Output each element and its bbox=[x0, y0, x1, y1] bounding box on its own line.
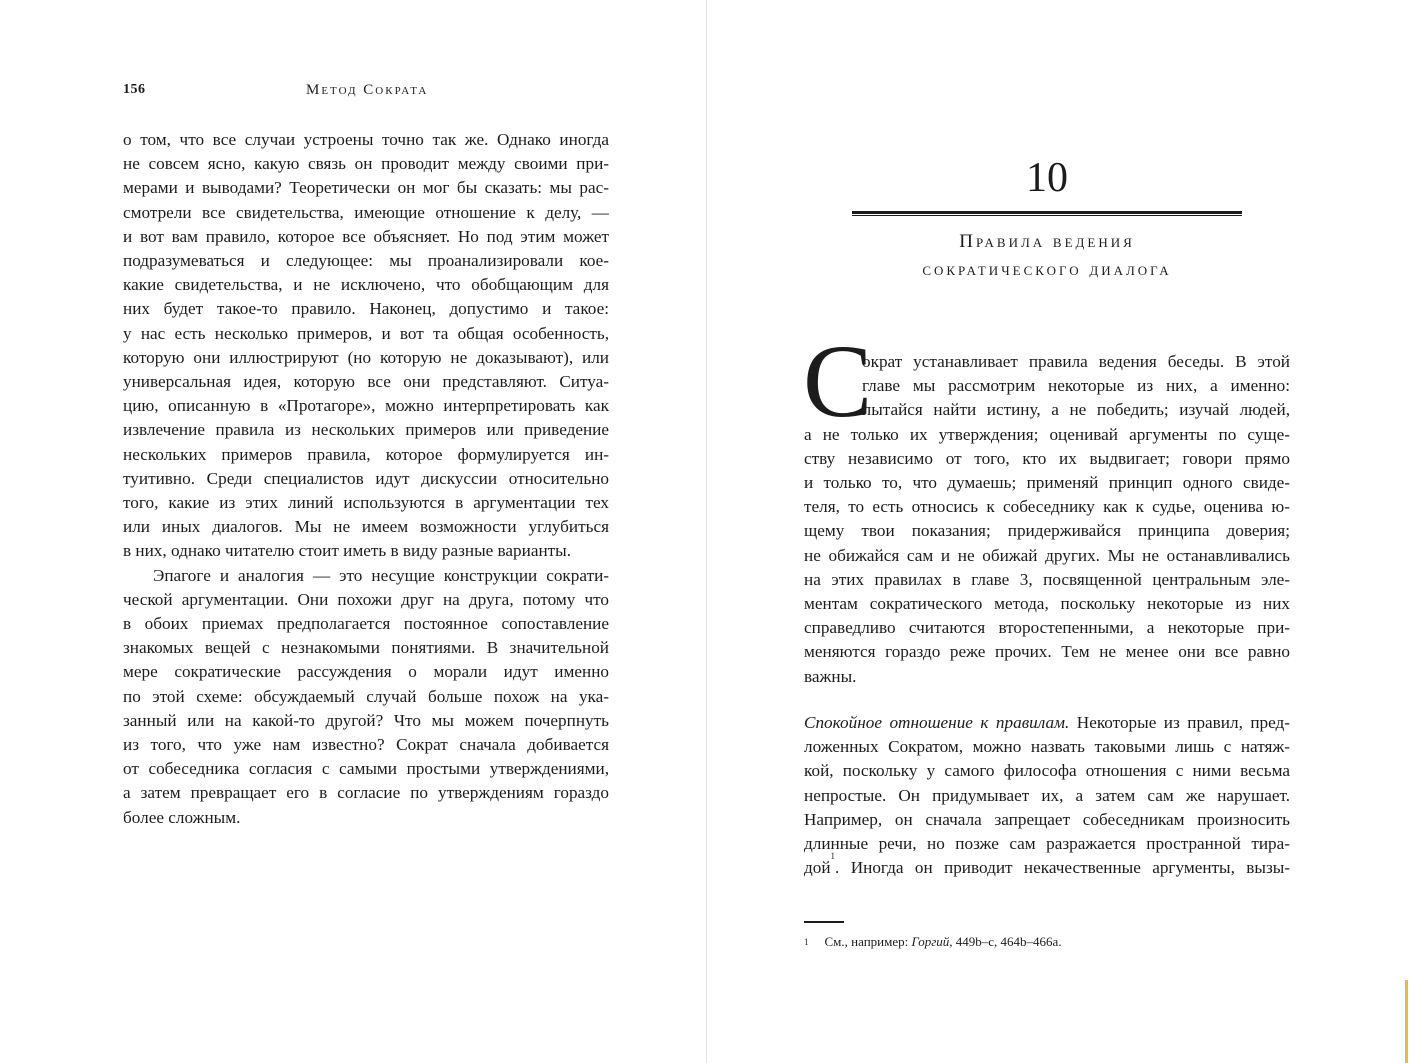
text-line: о том, что все случаи устроены точно так же. Однако иногда bbox=[123, 130, 609, 149]
text-line: универсальная идея, которую все они представляют. Ситуа- bbox=[123, 372, 609, 392]
chapter-title bbox=[852, 228, 1242, 284]
text-line: извлечение правила из нескольких примеров или приведение bbox=[123, 420, 609, 440]
drop-cap: С bbox=[803, 324, 873, 439]
text-fragment: Некоторые из правил, пред- bbox=[1069, 713, 1290, 732]
text-line: занный или на какой-то другой? Что мы можем почерпнуть bbox=[123, 710, 609, 730]
text-line: пытайся найти истину, а не победить; изучай людей, bbox=[862, 400, 1290, 420]
footnote-reference[interactable]: 1 bbox=[830, 851, 836, 862]
text-line: какие свидетельства, и не исключено, что обобщающим для bbox=[123, 275, 609, 295]
running-title: Метод Сократа bbox=[306, 82, 429, 98]
right-body-text-2 bbox=[804, 711, 1290, 880]
text-line: важны. bbox=[804, 666, 857, 686]
text-fragment: . Иногда он приводит некачественные аргументы, вызы- bbox=[835, 858, 1290, 878]
footnote bbox=[804, 933, 1290, 951]
text-line: них будет такое-то правило. Наконец, допустимо и такое: bbox=[123, 299, 609, 319]
text-line: щему твои показания; придерживайся принципа доверия; bbox=[804, 521, 1290, 541]
text-line: не совсем ясно, какую связь он проводит между своими при- bbox=[123, 154, 609, 174]
text-line: Например, он сначала запрещает собеседникам произносить bbox=[804, 809, 1290, 829]
text-line: ложенных Сократом, можно назвать таковыми лишь с натяж- bbox=[804, 737, 1290, 757]
text-line: подразумеваться и следующее: мы проанализировали кое- bbox=[123, 251, 609, 271]
right-page bbox=[707, 0, 1410, 1063]
footnote-text: , 449b–c, 464b–466a. bbox=[949, 934, 1062, 949]
footnote-rule bbox=[804, 921, 844, 923]
chapter-number: 10 bbox=[1026, 155, 1068, 201]
left-body-text bbox=[123, 128, 609, 830]
text-line: ству независимо от того, кто их выдвигает; говори прямо bbox=[804, 448, 1290, 468]
chapter-title-line: Правила ведения bbox=[959, 231, 1135, 252]
text-line: и вот вам правило, которое все объясняет. Но под этим может bbox=[123, 226, 609, 246]
text-line: нескольких примеров правила, которое формулируется ин- bbox=[123, 444, 609, 464]
text-line: туитивно. Среди специалистов идут дискуссии относительно bbox=[123, 468, 609, 488]
text-line: в обоих приемах предполагается постоянное сопоставление bbox=[123, 614, 609, 634]
section-lead-in: Спокойное отношение к правилам. bbox=[804, 713, 1070, 732]
chapter-rule bbox=[852, 211, 1242, 216]
text-line: кой, поскольку у самого философа отношения с ними весьма bbox=[804, 761, 1290, 781]
text-line bbox=[804, 851, 1290, 880]
text-line: ократ устанавливает правила ведения беседы. В этой bbox=[862, 352, 1290, 371]
text-line: мере сократические рассуждения о морали идут именно bbox=[123, 662, 609, 682]
footnote-source-title: Горгий bbox=[911, 934, 950, 949]
running-head bbox=[123, 82, 609, 102]
text-line: которую они иллюстрируют (но которую не доказывают), или bbox=[123, 347, 609, 367]
footnote-mark: 1 bbox=[804, 937, 809, 947]
text-line: у нас есть несколько примеров, и вот та общая особенность, bbox=[123, 323, 609, 343]
text-line: того, какие из этих линий используются в аргументации тех bbox=[123, 493, 609, 513]
chapter-title-line: сократического диалога bbox=[922, 259, 1172, 280]
text-line: справедливо считаются второстепенными, а некоторые при- bbox=[804, 618, 1290, 638]
text-line: непростые. Он придумывает их, а затем сам же нарушает. bbox=[804, 785, 1290, 805]
text-line: знакомых вещей с незнакомыми понятиями. В значительной bbox=[123, 638, 609, 658]
page-number: 156 bbox=[123, 82, 146, 97]
text-line: а затем превращает его в согласие по утверждениям гораздо bbox=[123, 783, 609, 803]
text-line: более сложным. bbox=[123, 807, 241, 827]
text-line: меняются гораздо реже прочих. Тем не менее они все равно bbox=[804, 642, 1290, 662]
text-line: или иных диалогов. Мы не имеем возможности углубиться bbox=[123, 517, 609, 537]
text-line: и только то, что думаешь; применяй принцип одного свиде- bbox=[804, 473, 1290, 493]
text-line: Эпагоге и аналогия — это несущие конструкции сократи- bbox=[153, 565, 609, 585]
right-body-text bbox=[804, 350, 1290, 689]
text-line: ческой аргументации. Они похожи друг на друга, потому что bbox=[123, 589, 609, 609]
text-line: длинные речи, но позже сам разражается пространной тира- bbox=[804, 834, 1290, 854]
text-line: на этих правилах в главе 3, посвященной центральным эле- bbox=[804, 569, 1290, 589]
text-line: а не только их утверждения; оценивай аргументы по суще- bbox=[804, 424, 1290, 444]
text-line: мерами и выводами? Теоретически он мог бы сказать: мы рас- bbox=[123, 178, 609, 198]
text-line: в них, однако читателю стоит иметь в виду разные варианты. bbox=[123, 541, 572, 561]
text-line: смотрели все свидетельства, имеющие отношение к делу, — bbox=[123, 202, 609, 222]
text-line: не обижайся сам и не обижай других. Мы не останавливались bbox=[804, 545, 1290, 565]
footnote-text: См., например: bbox=[824, 934, 912, 949]
text-line: из того, что уже нам известно? Сократ сначала добивается bbox=[123, 735, 609, 755]
text-fragment: дой bbox=[804, 858, 831, 878]
text-line: по этой схеме: обсуждаемый случай больше похож на ука- bbox=[123, 686, 609, 706]
text-line: главе мы рассмотрим некоторые из них, а именно: bbox=[862, 376, 1290, 396]
text-line: ментам сократического метода, поскольку некоторые из них bbox=[804, 594, 1290, 614]
text-line: от собеседника согласия с самыми простыми утверждениями, bbox=[123, 759, 609, 779]
text-line bbox=[804, 711, 1290, 735]
text-line: теля, то есть относись к собеседнику как к судье, оценива ю- bbox=[804, 497, 1290, 517]
text-line: цию, описанную в «Протагоре», можно интерпретировать как bbox=[123, 396, 609, 416]
